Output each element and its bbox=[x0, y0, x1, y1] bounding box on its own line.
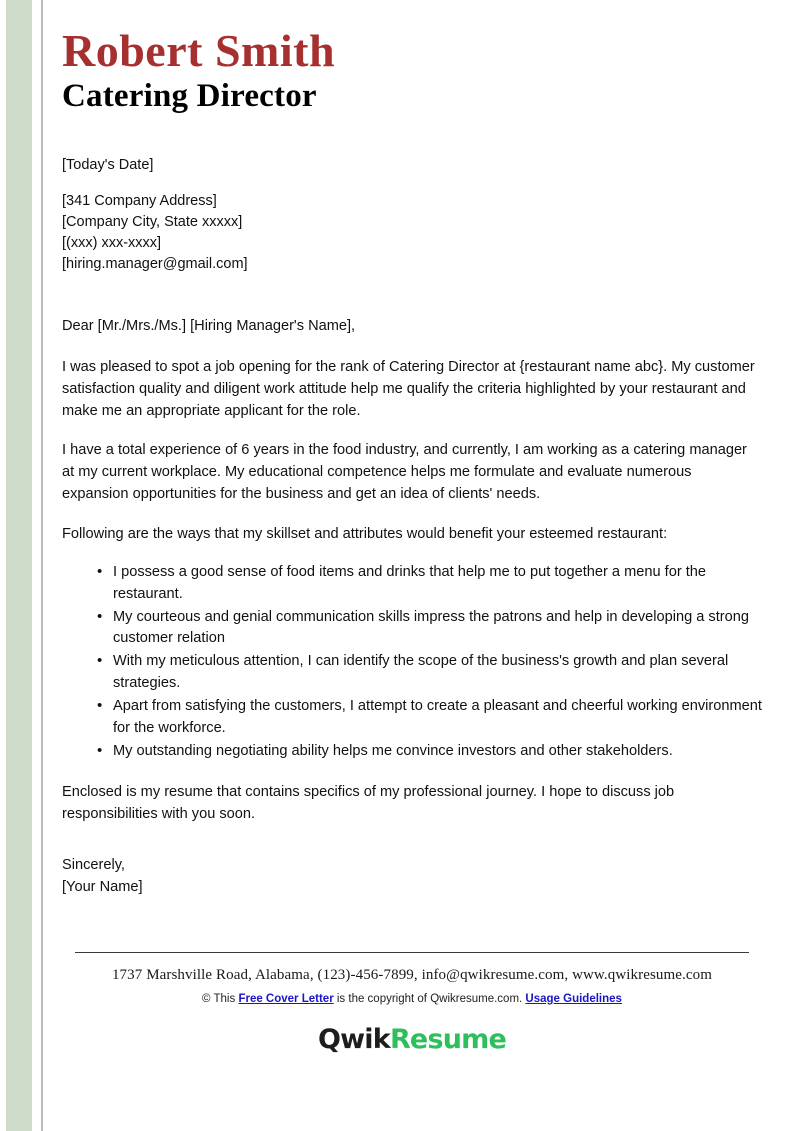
usage-guidelines-link[interactable]: Usage Guidelines bbox=[525, 993, 622, 1005]
recipient-block bbox=[62, 155, 762, 276]
footer-divider bbox=[75, 952, 749, 953]
letter-body bbox=[62, 315, 762, 899]
candidate-name: Robert Smith bbox=[62, 25, 336, 76]
body-paragraph-1: I was pleased to spot a job opening for the rank of Catering Director at {restaurant name abc}. My customer satisfaction quality and diligent work attitude help me qualify the criteria highlighted by your restaurant and make me an appropriate applicant for the role. bbox=[62, 358, 755, 419]
free-cover-letter-link[interactable]: Free Cover Letter bbox=[238, 993, 334, 1005]
letter-footer bbox=[62, 952, 762, 1055]
letter-header bbox=[62, 0, 762, 115]
signoff-block bbox=[62, 855, 762, 899]
copyright-prefix: © This bbox=[202, 993, 236, 1005]
copyright-middle: is the copyright of Qwikresume.com. bbox=[336, 993, 523, 1005]
page-divider-line bbox=[41, 0, 43, 1131]
logo-text-qwik: Qwik bbox=[318, 1024, 390, 1055]
body-paragraph-3: Following are the ways that my skillset and attributes would benefit your esteemed restaurant: bbox=[62, 525, 668, 542]
list-item: • I possess a good sense of food items and drinks that help me to put together a menu for the restaurant. bbox=[97, 562, 762, 606]
recipient-address-line: [341 Company Address] bbox=[62, 192, 217, 209]
list-item: • With my meticulous attention, I can identify the scope of the business's growth and plan several strategies. bbox=[97, 651, 762, 695]
body-paragraph-2: I have a total experience of 6 years in the food industry, and currently, I am working as a catering manager at my current workplace. My educational competence helps me formulate and evaluate numerous expansion opportunities for the business and get an idea of clients' needs. bbox=[62, 442, 747, 503]
logo-text-resume: Resume bbox=[389, 1024, 506, 1055]
signature-name: [Your Name] bbox=[62, 879, 143, 896]
candidate-job-title: Catering Director bbox=[62, 77, 317, 114]
footer-contact-line: 1737 Marshville Road, Alabama, (123)-456-7899, info@qwikresume.com, www.qwikresume.com bbox=[111, 967, 713, 983]
recipient-date: [Today's Date] bbox=[62, 156, 154, 173]
list-item: • My outstanding negotiating ability helps me convince investors and other stakeholders. bbox=[97, 741, 762, 763]
list-item: • Apart from satisfying the customers, I attempt to create a pleasant and cheerful working environment for the workforce. bbox=[97, 696, 762, 740]
recipient-phone-line: [(xxx) xxx-xxxx] bbox=[62, 235, 162, 252]
closing-paragraph: Enclosed is my resume that contains specifics of my professional journey. I hope to discuss job responsibilities with you soon. bbox=[62, 783, 675, 822]
skills-bullet-list bbox=[62, 562, 762, 763]
recipient-email-line: [hiring.manager@gmail.com] bbox=[62, 256, 248, 273]
recipient-city-line: [Company City, State xxxxx] bbox=[62, 213, 243, 230]
left-accent-bar bbox=[6, 0, 32, 1131]
list-item: • My courteous and genial communication skills impress the patrons and help in developing a strong customer relation bbox=[97, 607, 762, 651]
footer-copyright-line bbox=[62, 993, 762, 1005]
salutation: Dear [Mr./Mrs./Ms.] [Hiring Manager's Name], bbox=[62, 318, 356, 335]
signoff-text: Sincerely, bbox=[62, 857, 125, 874]
qwikresume-logo bbox=[62, 1024, 762, 1055]
